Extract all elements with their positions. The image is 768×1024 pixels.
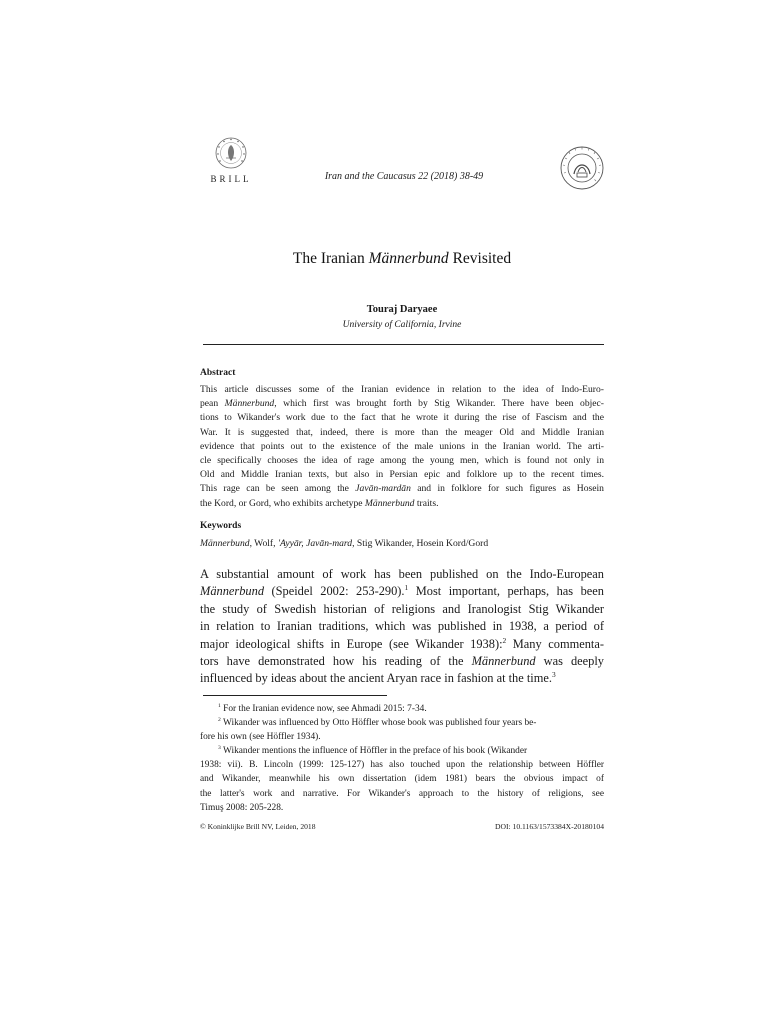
abstract-line: War. It is suggested that, indeed, there is more than the meager Old and Middle Iranian xyxy=(200,426,604,438)
journal-citation: Iran and the Caucasus 22 (2018) 38-49 xyxy=(324,171,484,182)
abstract-line: This rage can be seen among the Javān-mardān and in folklore for such figures as Hosein xyxy=(200,483,604,495)
footnote-1: $^1$ For the Iranian evidence now, see Ahmadi 2015: 7-34. xyxy=(218,702,427,714)
abstract-line: tions to Wikander's work due to the fact that he wrote it during the rise of Fascism and the xyxy=(200,412,604,424)
footnote-3: $^3$ Wikander mentions the influence of Höffler in the preface of his book (Wikander xyxy=(218,745,528,757)
title-part-italic: Männerbund xyxy=(368,250,449,267)
title-divider xyxy=(203,344,604,345)
footnote-3-cont: and Wikander, meanwhile his own dissertation (idem 1981) bears the obvious impact of xyxy=(200,774,604,785)
caucasian-centre-logo xyxy=(558,144,606,192)
body-line: the study of Swedish historian of religions and Iranologist Stig Wikander xyxy=(200,601,604,616)
abstract-text xyxy=(200,383,604,511)
abstract-line: pean Männerbund, which first was brought forth by Stig Wikander. There have been objec- xyxy=(200,398,604,410)
article-title xyxy=(200,250,604,268)
body-paragraph xyxy=(200,566,604,688)
body-line: in relation to Iranian traditions, which was published in 1938, a period of xyxy=(200,619,604,634)
copyright-notice: © Koninklijke Brill NV, Leiden, 2018 xyxy=(200,822,316,831)
centre-seal-icon xyxy=(558,144,606,192)
doi-link[interactable]: DOI: 10.1163/1573384X-20180104 xyxy=(495,822,604,831)
body-line: Männerbund (Speidel 2002: 253-290).$^1$ Most important, perhaps, has been xyxy=(200,583,604,599)
author-name: Touraj Daryaee xyxy=(366,304,438,315)
brill-logo xyxy=(214,136,248,170)
footnote-3-cont: Timuş 2008: 205-228. xyxy=(200,802,284,813)
body-line: A substantial amount of work has been published on the Indo-European xyxy=(200,567,604,581)
footnote-3-cont: 1938: vii). B. Lincoln (1999: 125-127) has also touched upon the relationship between Höffler xyxy=(200,760,604,771)
body-line: tors have demonstrated how his reading of the Männerbund was deeply xyxy=(200,653,604,668)
abstract-line: This article discusses some of the Iranian evidence in relation to the idea of Indo-Euro- xyxy=(200,384,604,395)
abstract-line: the Kord, or Gord, who exhibits archetype Männerbund traits. xyxy=(200,497,439,509)
abstract-line: evidence that points out to the existence of the male unions in the Iranian world. The arti- xyxy=(200,440,604,452)
body-line: influenced by ideas about the ancient Aryan race in fashion at the time.$^3$ xyxy=(200,670,556,686)
title-part-3: Revisited xyxy=(448,250,512,267)
body-line: major ideological shifts in Europe (see Wikander 1938):$^2$ Many commenta- xyxy=(200,635,604,651)
abstract-line: cle specifically chooses the idea of rage among the young men, which is found not only in xyxy=(200,454,604,466)
publisher-name: BRILL xyxy=(210,174,252,184)
footnote-2-cont: fore his own (see Höffler 1934). xyxy=(200,732,321,743)
footnote-ref[interactable]: 3 xyxy=(551,670,556,680)
title-part-1: The Iranian xyxy=(292,250,369,267)
footnote-divider xyxy=(203,695,387,696)
abstract-heading: Abstract xyxy=(200,368,236,378)
author-affiliation: University of California, Irvine xyxy=(342,320,462,330)
brill-seal-icon xyxy=(214,136,248,170)
footnote-3-cont: the latter's work and narrative. For Wikander's approach to the history of religions, see xyxy=(200,788,604,799)
keywords-list: Männerbund, Wolf, 'Ayyār, Javān-mard, Stig Wikander, Hosein Kord/Gord xyxy=(200,538,489,549)
footnote-ref[interactable]: 2 xyxy=(502,635,507,645)
keywords-heading: Keywords xyxy=(200,521,242,531)
abstract-line: Old and Middle Iranian texts, but also in Persian epic and folklore up to the recent times. xyxy=(200,469,604,481)
footnote-ref[interactable]: 1 xyxy=(404,583,409,593)
footnote-2: $^2$ Wikander was influenced by Otto Höffler whose book was published four years be- xyxy=(218,716,537,729)
footnotes xyxy=(200,702,604,815)
